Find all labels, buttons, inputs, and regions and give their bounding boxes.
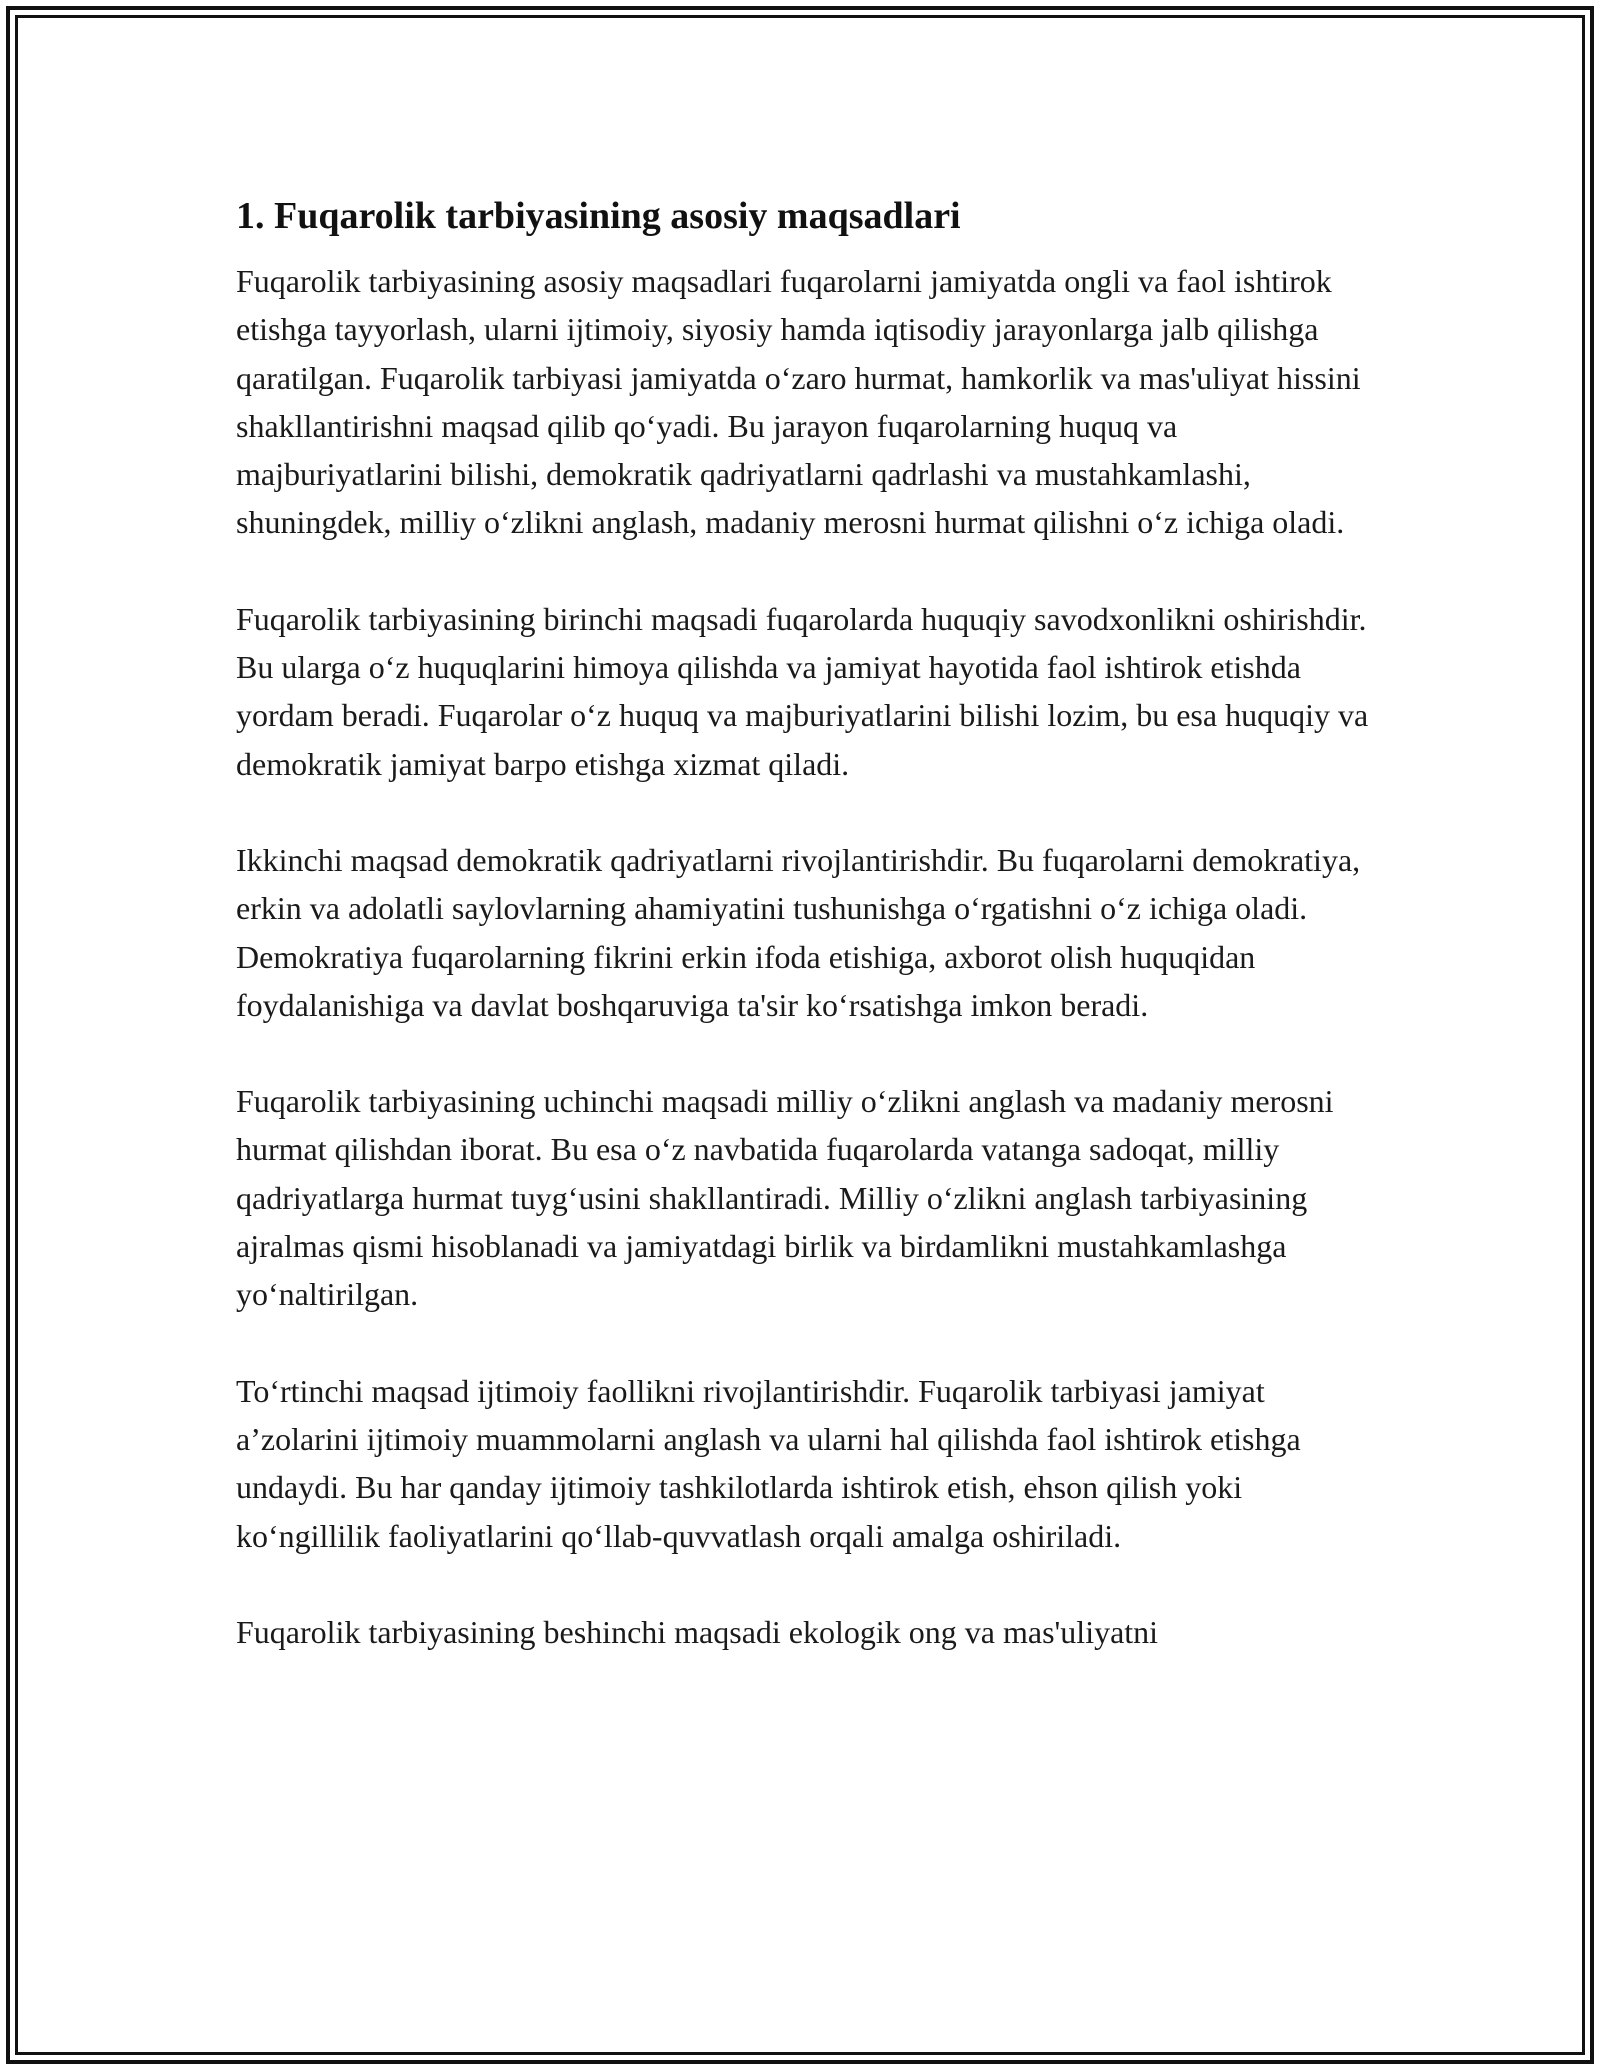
paragraph: Fuqarolik tarbiyasining beshinchi maqsadi ekologik ong va mas'uliyatni	[236, 1613, 1159, 1650]
paragraph: To‘rtinchi maqsad ijtimoiy faollikni rivojlantirishdir. Fuqarolik tarbiyasi jamiyat a’zolarini ijtimoiy muammolarni anglash va ularni hal qilishda faol ishtirok etishga undaydi. Bu har qanday ijtimoiy tashkilotlarda ishtirok etish, ehson qilish yoki ko‘ngillilik faoliyatlarini qo‘llab-quvvatlash orqali amalga oshiriladi.	[236, 1372, 1301, 1554]
paragraph: Fuqarolik tarbiyasining birinchi maqsadi fuqarolarda huquqiy savodxonlikni oshirishdir. Bu ularga o‘z huquqlarini himoya qilishda va jamiyat hayotida faol ishtirok etishda yordam beradi. Fuqarolar o‘z huquq va majburiyatlarini bilishi lozim, bu esa huquqiy va demokratik jamiyat barpo etishga xizmat qiladi.	[236, 600, 1369, 782]
document-body	[236, 186, 1376, 1704]
paragraph: Ikkinchi maqsad demokratik qadriyatlarni rivojlantirishdir. Bu fuqarolarni demokratiya, erkin va adolatli saylovlarning ahamiyatini tushunishga o‘rgatishni o‘z ichiga oladi. Demokratiya fuqarolarning fikrini erkin ifoda etishiga, axborot olish huquqidan foydalanishiga va davlat boshqaruviga ta'sir ko‘rsatishga imkon beradi.	[236, 841, 1361, 1023]
paragraph: Fuqarolik tarbiyasining asosiy maqsadlari fuqarolarni jamiyatda ongli va faol ishtirok etishga tayyorlash, ularni ijtimoiy, siyosiy hamda iqtisodiy jarayonlarga jalb qilishga qaratilgan. Fuqarolik tarbiyasi jamiyatda o‘zaro hurmat, hamkorlik va mas'uliyat hissini shakllantirishni maqsad qilib qo‘yadi. Bu jarayon fuqarolarning huquq va majburiyatlarini bilishi, demokratik qadriyatlarni qadrlashi va mustahkamlashi, shuningdek, milliy o‘zlikni anglash, madaniy merosni hurmat qilishni o‘z ichiga oladi.	[236, 263, 1361, 541]
section-heading: 1. Fuqarolik tarbiyasining asosiy maqsadlari	[236, 195, 961, 237]
paragraph: Fuqarolik tarbiyasining uchinchi maqsadi milliy o‘zlikni anglash va madaniy merosni hurmat qilishdan iborat. Bu esa o‘z navbatida fuqarolarda vatanga sadoqat, milliy qadriyatlarga hurmat tuyg‘usini shakllantiradi. Milliy o‘zlikni anglash tarbiyasining ajralmas qismi hisoblanadi va jamiyatdagi birlik va birdamlikni mustahkamlashga yo‘naltirilgan.	[236, 1083, 1334, 1313]
